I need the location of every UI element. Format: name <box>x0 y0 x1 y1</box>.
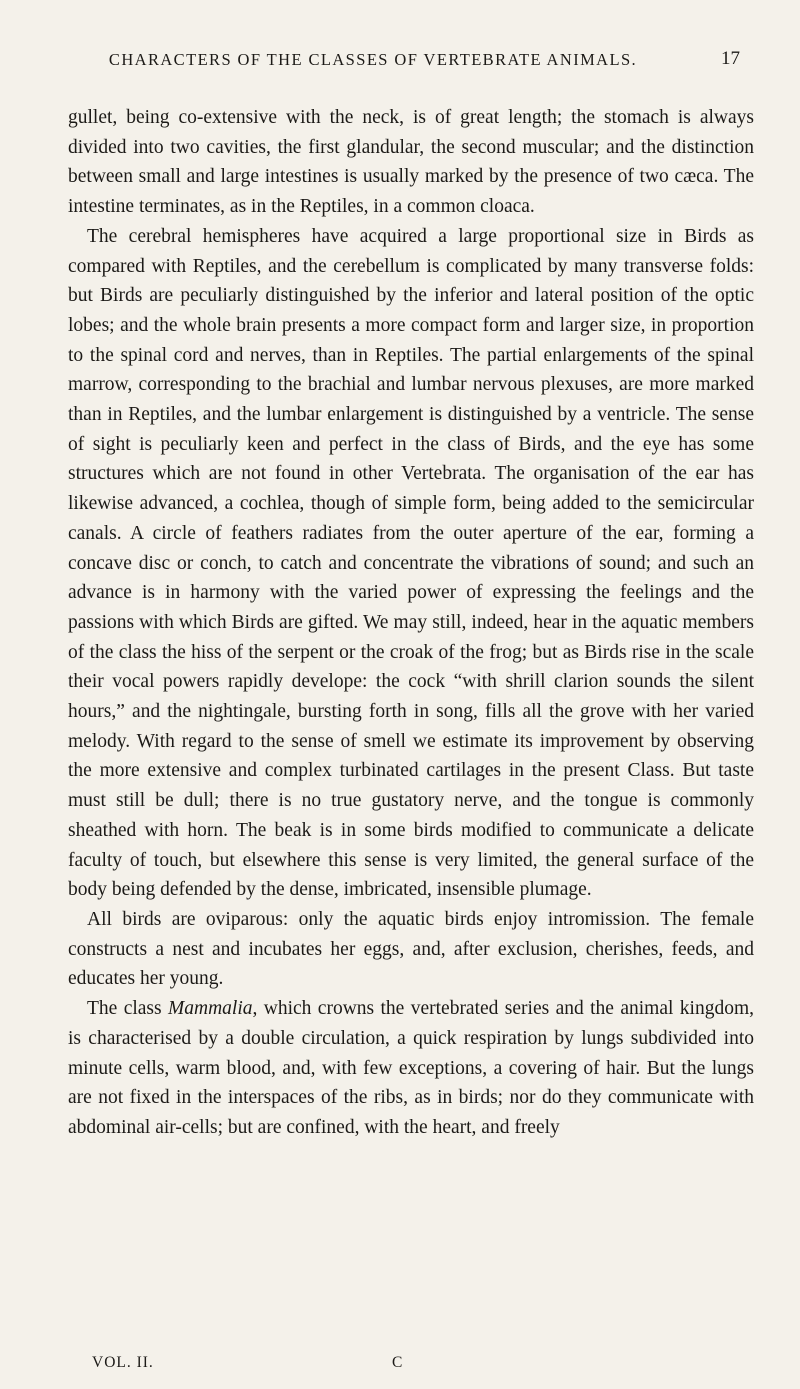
running-title: CHARACTERS OF THE CLASSES OF VERTEBRATE ANIMALS. <box>108 50 638 69</box>
mammalia-term: Mammalia <box>168 998 253 1020</box>
paragraph-mammalia <box>68 994 754 1143</box>
volume-label: VOL. II. <box>92 1354 154 1371</box>
body-text <box>68 103 754 1143</box>
page-number: 17 <box>721 48 740 69</box>
paragraph-reproduction: All birds are oviparous: only the aquatic birds enjoy intromission. The female constructs a nest and incubates her eggs, and, after exclusion, cherishes, feeds, and educates her young. <box>68 908 754 990</box>
mammalia-text: , which crowns the vertebrated series and the animal kingdom, is characterised by a double circulation, a quick respiration by lungs subdivided into minute cells, warm blood, and, with few exceptions, a covering of hair. But the lungs are not fixed in the interspaces of the ribs, as in birds; nor do they communicate with abdominal air-cells; but are confined, with the heart, and freely <box>68 998 754 1138</box>
paragraph-continuation: gullet, being co-extensive with the neck, is of great length; the stomach is always divided into two cavities, the first glandular, the second muscular; and the distinction between small and large intestines is usually marked by the presence of two cæca. The intestine terminates, as in the Reptiles, in a common cloaca. <box>68 107 754 218</box>
signature-mark: C <box>392 1354 404 1371</box>
paragraph-brain-and-senses: The cerebral hemispheres have acquired a large proportional size in Birds as compared with Reptiles, and the cerebellum is complicated by many transverse folds: but Birds are peculiarly distinguished by the inferior and lateral position of the optic lobes; and the whole brain presents a more compact form and larger size, in proportion to the spinal cord and nerves, than in Reptiles. The partial enlargements of the spinal marrow, corresponding to the brachial and lumbar nervous plexuses, are more marked than in Reptiles, and the lumbar enlargement is distinguished by a ventricle. The sense of sight is peculiarly keen and perfect in the class of Birds, and the eye has some structures which are not found in other Vertebrata. The organisation of the ear has likewise advanced, a cochlea, though of simple form, being added to the semicircular canals. A circle of feathers radiates from the outer aperture of the ear, forming a concave disc or conch, to catch and concentrate the vibrations of sound; and such an advance is in harmony with the varied power of expressing the feelings and the passions with which Birds are gifted. We may still, indeed, hear in the aquatic members of the class the hiss of the serpent or the croak of the frog; but as Birds rise in the scale their vocal powers rapidly develope: the cock “with shrill clarion sounds the silent hours,” and the nightingale, bursting forth in song, fills all the grove with her varied melody. With regard to the sense of smell we estimate its improvement by observing the more extensive and complex turbinated cartilages in the present Class. But taste must still be dull; there is no true gustatory nerve, and the tongue is commonly sheathed with horn. The beak is in some birds modified to communicate a delicate faculty of touch, but elsewhere this sense is very limited, the general surface of the body being defended by the dense, imbricated, insensible plumage. <box>68 225 754 901</box>
page-footer <box>92 1354 692 1376</box>
page-header <box>66 50 740 82</box>
mammalia-intro: The class <box>87 998 168 1020</box>
